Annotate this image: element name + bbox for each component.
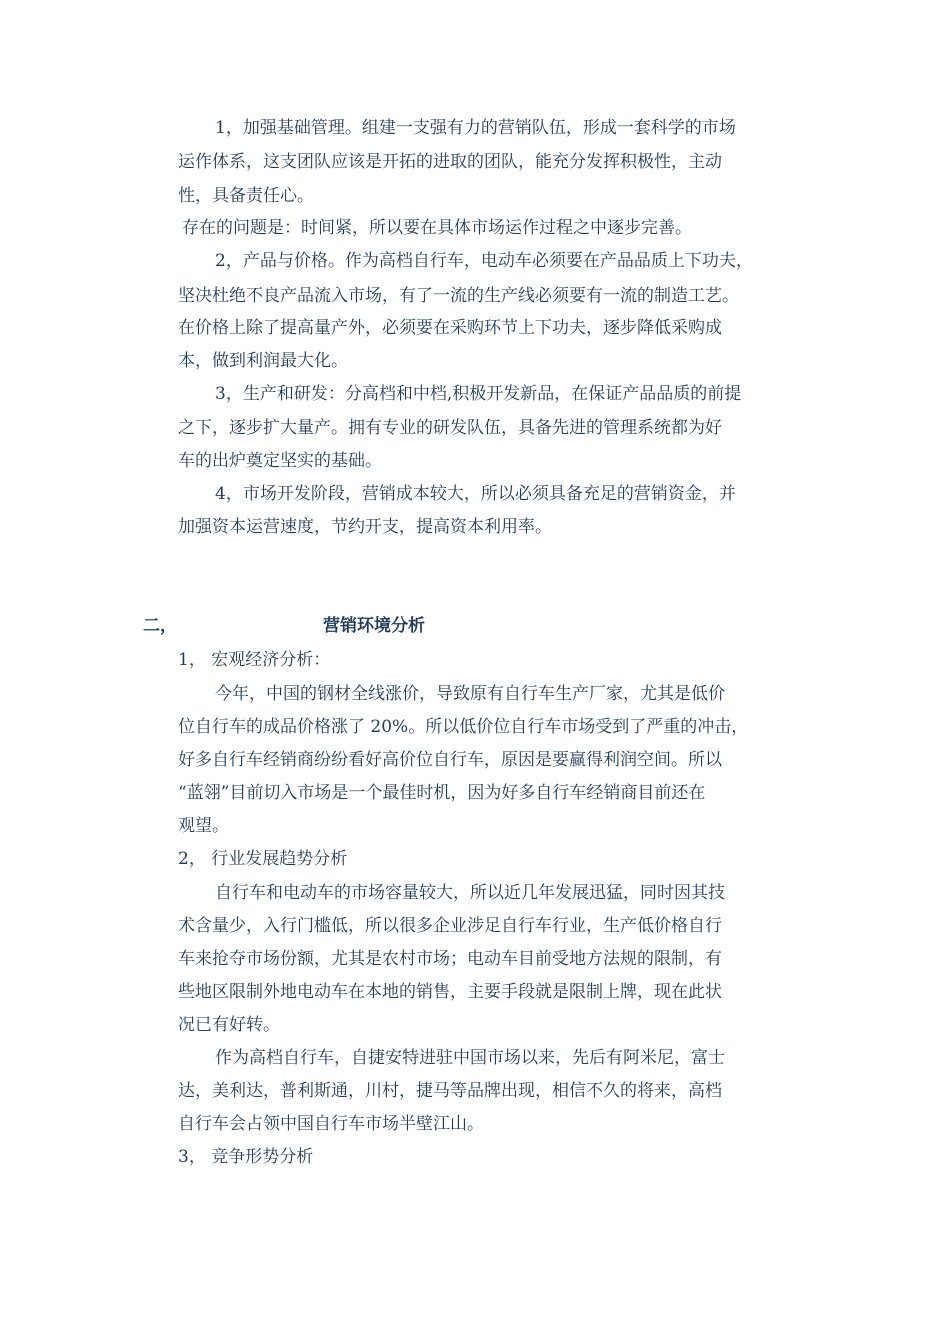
paragraph-line: 今年，中国的钢材全线涨价，导致原有自行车生产厂家，尤其是低价 (215, 684, 725, 704)
paragraph-line: 术含量少，入行门槛低，所以很多企业涉足自行车行业，生产低价格自行 (178, 916, 722, 936)
paragraph-line: 些地区限制外地电动车在本地的销售，主要手段就是限制上牌，现在此状 (178, 982, 722, 1002)
section-number: 二， (143, 616, 177, 636)
section-title: 营销环境分析 (323, 616, 425, 636)
paragraph-line: 好多自行车经销商纷纷看好高价位自行车，原因是要赢得利润空间。所以 (178, 750, 722, 770)
paragraph-line: 2，产品与价格。作为高档自行车，电动车必须要在产品品质上下功夫， (215, 251, 753, 271)
paragraph-line: 观望。 (178, 816, 229, 836)
subheading-line: 3， 竞争形势分析 (178, 1147, 314, 1167)
paragraph-line: 加强资本运营速度，节约开支，提高资本利用率。 (178, 517, 552, 537)
paragraph-line: 作为高档自行车，自捷安特进驻中国市场以来，先后有阿米尼，富士 (215, 1048, 725, 1068)
paragraph-line: 性，具备责任心。 (178, 186, 314, 206)
paragraph-line: 存在的问题是：时间紧，所以要在具体市场运作过程之中逐步完善。 (182, 218, 692, 238)
paragraph-line: 况已有好转。 (178, 1015, 280, 1035)
paragraph-line: 之下，逐步扩大量产。拥有专业的研发队伍，具备先进的管理系统都为好 (178, 418, 722, 438)
paragraph-line: 坚决杜绝不良产品流入市场，有了一流的生产线必须要有一流的制造工艺。 (178, 286, 739, 306)
paragraph-line: 本，做到利润最大化。 (178, 351, 348, 371)
paragraph-line: 车的出炉奠定坚实的基础。 (178, 451, 382, 471)
paragraph-line: 在价格上除了提高量产外，必须要在采购环节上下功夫，逐步降低采购成 (178, 318, 722, 338)
paragraph-line: “蓝翎”目前切入市场是一个最佳时机，因为好多自行车经销商目前还在 (178, 783, 706, 803)
paragraph-line: 1，加强基础管理。组建一支强有力的营销队伍，形成一套科学的市场 (215, 118, 736, 138)
subheading-line: 1， 宏观经济分析： (178, 650, 331, 670)
paragraph-line: 4，市场开发阶段，营销成本较大，所以必须具备充足的营销资金，并 (215, 484, 736, 504)
paragraph-line: 位自行车的成品价格涨了 20%。所以低价位自行车市场受到了严重的冲击， (178, 717, 749, 737)
paragraph-line: 车来抢夺市场份额，尤其是农村市场；电动车目前受地方法规的限制，有 (178, 949, 722, 969)
paragraph-line: 自行车会占领中国自行车市场半壁江山。 (178, 1114, 484, 1134)
paragraph-line: 达，美利达，普利斯通，川村，捷马等品牌出现，相信不久的将来，高档 (178, 1081, 722, 1101)
paragraph-line: 运作体系，这支团队应该是开拓的进取的团队，能充分发挥积极性，主动 (178, 152, 722, 172)
paragraph-line: 3，生产和研发：分高档和中档,积极开发新品，在保证产品品质的前提 (215, 384, 742, 404)
paragraph-line: 自行车和电动车的市场容量较大，所以近几年发展迅猛，同时因其技 (215, 883, 725, 903)
subheading-line: 2， 行业发展趋势分析 (178, 849, 348, 869)
